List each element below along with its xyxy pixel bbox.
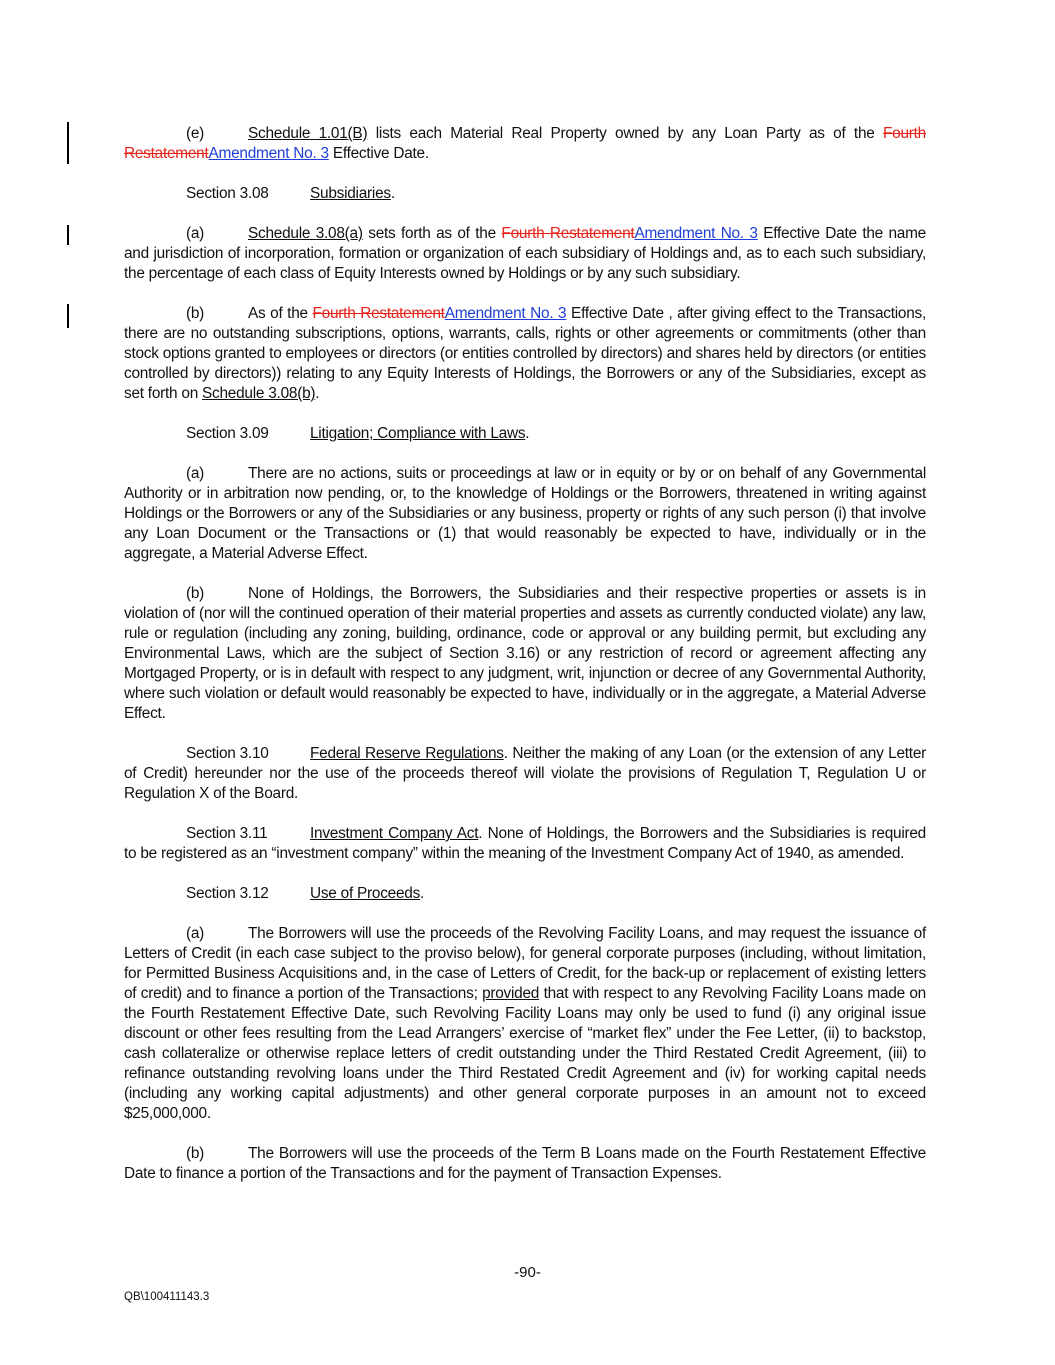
deleted-text: Fourth Restatement <box>312 305 445 322</box>
section-heading-3-12: Section 3.12 Use of Proceeds. <box>186 885 425 902</box>
section-3-10: Section 3.10 Federal Reserve Regulations. Neither the making of any Loan (or the extension of any Letter of Credit) hereunder nor the use of the proceeds thereof will violate the provisions of Regulation T, Regulation U or Regulation X of the Board. <box>124 745 927 802</box>
schedule-reference: Schedule 3.08(b) <box>202 385 316 402</box>
deleted-text: Fourth Restatement <box>124 125 926 162</box>
paragraph-3-08-a: (a) Schedule 3.08(a) sets forth as of the Fourth RestatementAmendment No. 3 Effective Date the name and jurisdiction of incorporation, formation or organization of each subsidiary of Holdings and, as to each such subsidiary, the percentage of each class of Equity Interests owned by Holdings or by any such subsidiary. <box>124 225 926 282</box>
section-3-11: Section 3.11 Investment Company Act. None of Holdings, the Borrowers and the Subsidiaries is required to be registered as an “investment company” within the meaning of the Investment Company Act of 1940, as amended. <box>124 825 926 862</box>
change-bar <box>67 225 69 245</box>
paragraph-3-12-a: (a) The Borrowers will use the proceeds of the Revolving Facility Loans, and may request the issuance of Letters of Credit (in each case subject to the proviso below), for general corporate purposes (including, without limitation, for Permitted Business Acquisitions and, in the case of Letters of Credit, for the back-up or replacement of existing letters of credit) and to finance a portion of the Transactions; provided that with respect to any Revolving Facility Loans made on the Fourth Restatement Effective Date, such Revolving Facility Loans may only be used to fund (i) any original issue discount or other fees resulting from the Lead Arrangers’ exercise of “market flex” under the Fee Letter, (ii) to backstop, cash collateralize or otherwise replace letters of credit outstanding under the Third Restated Credit Agreement, (iii) to refinance outstanding revolving loans under the Third Restated Credit Agreement and (iv) for working capital needs (including any working capital adjustments) and other general corporate purposes in an amount not to exceed $25,000,000. <box>124 925 926 1122</box>
document-id: QB\100411143.3 <box>124 1291 210 1303</box>
schedule-reference: Schedule 1.01(B) <box>248 125 368 142</box>
section-title: Federal Reserve Regulations <box>310 745 504 762</box>
section-heading-3-08: Section 3.08 Subsidiaries. <box>186 185 395 202</box>
document-body <box>124 124 926 1204</box>
section-title: Subsidiaries <box>310 185 391 202</box>
section-heading-3-09: Section 3.09 Litigation; Compliance with Laws. <box>186 425 530 442</box>
change-bar <box>67 304 69 328</box>
inserted-text: Amendment No. 3 <box>634 225 758 242</box>
section-title: Use of Proceeds <box>310 885 421 902</box>
paragraph-3-08-b: (b) As of the Fourth RestatementAmendment No. 3 Effective Date , after giving effect to the Transactions, there are no outstanding subscriptions, options, warrants, calls, rights or other agreements or commitments (other than stock options granted to employees or directors (or entities controlled by directors) and shares held by directors (or entities controlled by directors)) relating to any Equity Interests of Holdings, the Borrowers or any of the Subsidiaries, except as set forth on Schedule 3.08(b). <box>124 305 927 402</box>
section-title: Litigation; Compliance with Laws <box>310 425 526 442</box>
inserted-text: Amendment No. 3 <box>444 305 567 322</box>
section-title: Investment Company Act <box>310 825 479 842</box>
paragraph-3-09-a: (a) There are no actions, suits or proceedings at law or in equity or by or on behalf of any Governmental Authority or in arbitration now pending, or, to the knowledge of Holdings or the Borrowers, threatened in writing against Holdings or the Borrowers or any of the Subsidiaries or any business, property or rights of any such person (i) that involve any Loan Document or the Transactions or (1) that would reasonably be expected to have, individually or in the aggregate, a Material Adverse Effect. <box>124 465 926 562</box>
deleted-text: Fourth Restatement <box>501 225 635 242</box>
page-number: -90- <box>514 1264 541 1281</box>
proviso-term: provided <box>482 985 540 1002</box>
paragraph-3-09-b: (b) None of Holdings, the Borrowers, the Subsidiaries and their respective properties or assets is in violation of (nor will the continued operation of their material properties and assets as currently conducted violate) any law, rule or regulation (including any zoning, building, ordinance, code or approval or any building permit, but excluding any Environmental Laws, which are the subject of Section 3.16) or any restriction of record or agreement affecting any Mortgaged Property, or is in default with respect to any judgment, writ, injunction or decree of any Governmental Authority, where such violation or default would reasonably be expected to have, individually or in the aggregate, a Material Adverse Effect. <box>124 585 926 722</box>
change-bar <box>67 122 69 164</box>
paragraph-3-12-b: (b) The Borrowers will use the proceeds of the Term B Loans made on the Fourth Restatement Effective Date to finance a portion of the Transactions and for the payment of Transaction Expenses. <box>124 1145 926 1182</box>
paragraph-3-07-e: (e) Schedule 1.01(B) lists each Material Real Property owned by any Loan Party as of the Fourth RestatementAmendment No. 3 Effective Date. <box>124 125 926 162</box>
inserted-text: Amendment No. 3 <box>208 145 329 162</box>
schedule-reference: Schedule 3.08(a) <box>248 225 363 242</box>
